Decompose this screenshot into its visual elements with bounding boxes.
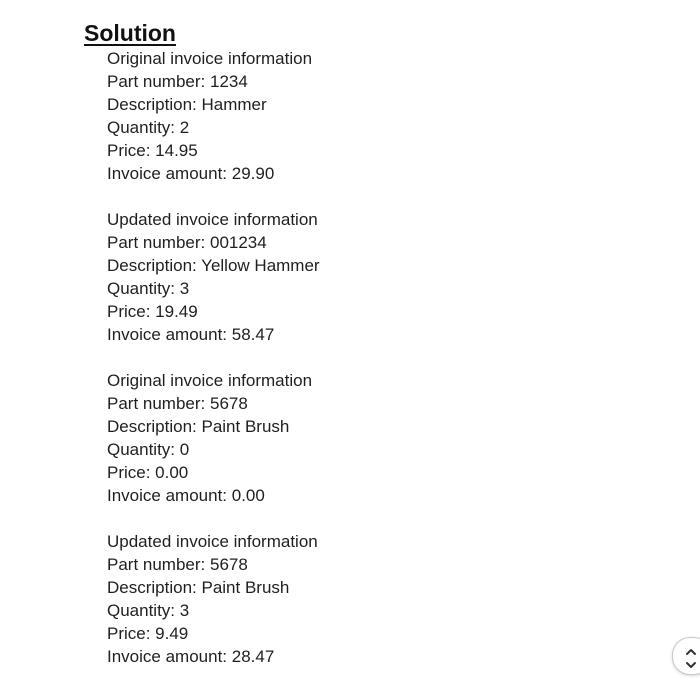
solution-heading: Solution xyxy=(84,20,176,46)
description: Description: Yellow Hammer xyxy=(107,256,320,275)
part-number: Part number: 5678 xyxy=(107,394,248,413)
invoice-blocks xyxy=(107,47,320,691)
invoice-block-title: Updated invoice information xyxy=(107,210,318,229)
invoice-block-updated-1 xyxy=(107,208,320,346)
invoice-block-original-1 xyxy=(107,47,320,185)
description: Description: Paint Brush xyxy=(107,578,290,597)
invoice-block-original-2 xyxy=(107,369,320,507)
invoice-block-updated-2 xyxy=(107,530,320,668)
quantity: Quantity: 3 xyxy=(107,601,190,620)
price: Price: 9.49 xyxy=(107,624,189,643)
invoice-amount: Invoice amount: 58.47 xyxy=(107,325,275,344)
price: Price: 0.00 xyxy=(107,463,189,482)
quantity: Quantity: 2 xyxy=(107,118,190,137)
invoice-block-title: Original invoice information xyxy=(107,371,313,390)
quantity: Quantity: 3 xyxy=(107,279,190,298)
invoice-block-title: Updated invoice information xyxy=(107,532,318,551)
part-number: Part number: 001234 xyxy=(107,233,267,252)
invoice-amount: Invoice amount: 29.90 xyxy=(107,164,275,183)
part-number: Part number: 5678 xyxy=(107,555,248,574)
invoice-amount: Invoice amount: 0.00 xyxy=(107,486,265,505)
price: Price: 14.95 xyxy=(107,141,198,160)
invoice-amount: Invoice amount: 28.47 xyxy=(107,647,275,666)
invoice-block-title: Original invoice information xyxy=(107,49,313,68)
part-number: Part number: 1234 xyxy=(107,72,248,91)
description: Description: Paint Brush xyxy=(107,417,290,436)
chevron-down-icon[interactable] xyxy=(684,657,698,667)
scroll-stepper[interactable] xyxy=(672,637,700,675)
description: Description: Hammer xyxy=(107,95,267,114)
price: Price: 19.49 xyxy=(107,302,198,321)
quantity: Quantity: 0 xyxy=(107,440,190,459)
chevron-up-icon[interactable] xyxy=(684,644,698,654)
